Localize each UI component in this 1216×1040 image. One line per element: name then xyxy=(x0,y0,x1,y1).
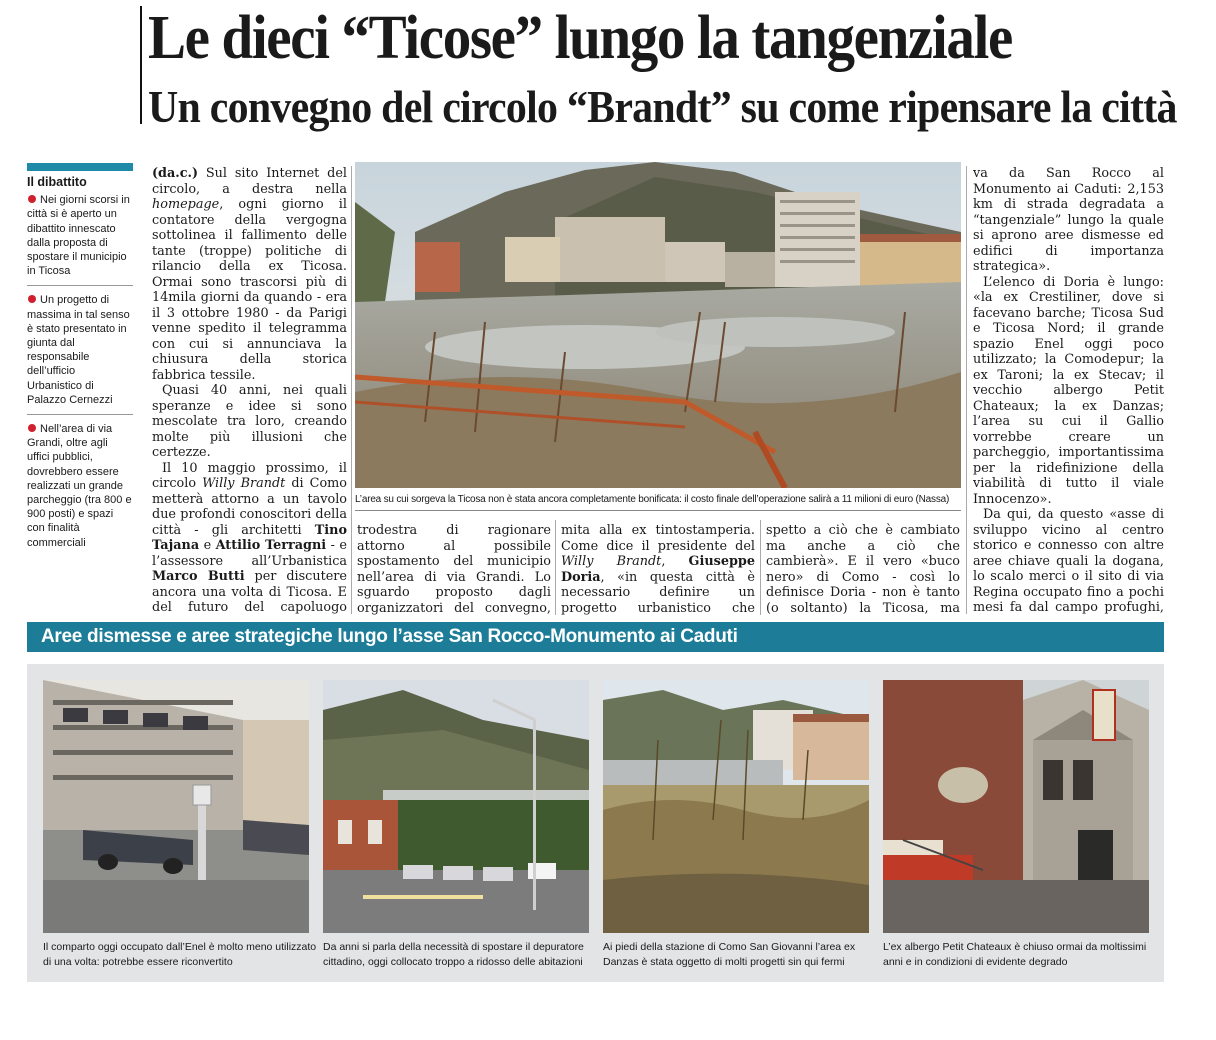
photo-gallery xyxy=(27,664,1164,982)
gallery-caption: Ai piedi della stazione di Como San Giovanni l’area ex Danzas è stata oggetto di molti progetti sin qui fermi xyxy=(603,941,856,968)
main-photo-caption: L’area su cui sorgeva la Ticosa non è stata ancora completamente bonificata: il costo finale dell’operazione salirà a 11 milioni di euro (Nassa) xyxy=(355,494,950,505)
column-divider xyxy=(555,520,556,615)
main-photo-ticosa xyxy=(355,162,961,488)
article-column-5 xyxy=(973,166,1164,614)
paragraph: Da qui, da questo «asse di sviluppo vicino al centro storico e connesso con altre aree chiave quali la dogana, lo scalo merci o il sito di via Regina occupato fino a pochi mesi fa dal campo profughi, xyxy=(973,507,1164,614)
article-column-4 xyxy=(766,523,960,615)
photo-rule xyxy=(355,510,961,511)
subheadline: Un convegno del circolo “Brandt” su come ripensare la città xyxy=(148,81,1177,132)
headline-rule xyxy=(140,6,142,124)
paragraph: Il 10 maggio prossimo, il circolo Willy Brandt di Como metterà attorno a un tavolo due profondi conoscitori della città - gli architetti Tino Tajana e Attilio Terragni - e l’assessore all’Urbanistica Marco Butti per discutere ancora una volta di Ticosa. E del futuro del capoluogo xyxy=(152,460,347,614)
article-column-2 xyxy=(357,523,551,615)
gallery-photo-enel xyxy=(43,680,309,933)
paragraph: trodestra di ragionare attorno al possibile spostamento del municipio nell’area di via Grandi. Lo sguardo proposto dagli organizzatori del convegno, xyxy=(357,523,551,615)
bullet-dot-icon xyxy=(28,195,36,203)
gallery-caption: L’ex albergo Petit Chateaux è chiuso ormai da moltissimi anni e in condizioni di evidente degrado xyxy=(883,941,1147,968)
gallery-photo-danzas xyxy=(603,680,869,933)
sidebar-accent-bar xyxy=(27,163,133,171)
paragraph: Quasi 40 anni, nei quali speranze e idee si sono mescolate tra loro, creando molte più illusioni che certezze. xyxy=(152,383,347,460)
sidebar-il-dibattito xyxy=(27,163,133,564)
article-column-3 xyxy=(561,523,755,615)
section-band xyxy=(27,622,1164,652)
bullet-dot-icon xyxy=(28,295,36,303)
section-band-title: Aree dismesse e aree strategiche lungo l’asse San Rocco-Monumento ai Caduti xyxy=(41,626,738,647)
sidebar-item: Nei giorni scorsi in città si è aperto un dibattito innescato dalla proposta di spostare il municipio in Ticosa xyxy=(27,193,133,286)
headline: Le dieci “Ticose” lungo la tangenziale xyxy=(148,4,1012,72)
gallery-photo-depuratore xyxy=(323,680,589,933)
column-divider xyxy=(760,520,761,615)
paragraph: va da San Rocco al Monumento ai Caduti: 2,153 km di strada degradata a “tangenziale” lungo la quale si aprono aree dismesse ed edifici di importanza strategica». xyxy=(973,166,1164,274)
gallery-photo-petit-chateaux xyxy=(883,680,1149,933)
gallery-caption: Da anni si parla della necessità di spostare il depuratore cittadino, oggi collocato troppo a ridosso delle abitazioni xyxy=(323,941,584,968)
paragraph: (da.c.) Sul sito Internet del circolo, a destra nella homepage, ogni giorno il contatore della vergogna sottolinea il fallimento delle tante (troppe) politiche di rilancio della ex Ticosa. Ormai sono trascorsi più di 14mila giorni da quando - era il 3 ottobre 1980 - da Parigi venne spedito il telegramma con cui si annunciava la chiusura della storica fabbrica tessile. xyxy=(152,166,347,383)
bullet-dot-icon xyxy=(28,424,36,432)
article-column-1 xyxy=(152,166,347,614)
paragraph: L’elenco di Doria è lungo: «la ex Crestiliner, dove si facevano barche; Ticosa Sud e Ticosa Nord; il grande spazio Enel oggi poco utilizzato; la Comodepur; la ex Taroni; la ex Stecav; il vecchio albergo Petit Chateaux; la ex Danzas; l’area su cui il Gallio vorrebbe creare un parcheggio, importantissima per la ridefinizione della viabilità di tutto il viale Innocenzo». xyxy=(973,274,1164,507)
sidebar-item: Un progetto di massima in tal senso è stato presentato in giunta dal responsabile dell’ufficio Urbanistico di Palazzo Cernezzi xyxy=(27,293,133,415)
gallery-caption: Il comparto oggi occupato dall’Enel è molto meno utilizzato di una volta: potrebbe essere riconvertito xyxy=(43,941,317,968)
paragraph: spetto a ciò che è cambiato ma anche a ciò che cambierà». E il vero «buco nero» di Como - così lo definisce Doria - non è tanto (o soltanto) la Ticosa, ma xyxy=(766,523,960,615)
column-divider xyxy=(351,166,352,614)
sidebar-title: Il dibattito xyxy=(27,175,87,189)
column-divider xyxy=(966,166,967,614)
paragraph: mita alla ex tintostamperia. Come dice il presidente del Willy Brandt, Giuseppe Doria, «in questa città è necessario definire un progetto urbanistico che xyxy=(561,523,755,615)
sidebar-item: Nell’area di via Grandi, oltre agli uffici pubblici, dovrebbero essere realizzati un grande parcheggio (tra 800 e 900 posti) e spazi con finalità commerciali xyxy=(27,423,132,549)
